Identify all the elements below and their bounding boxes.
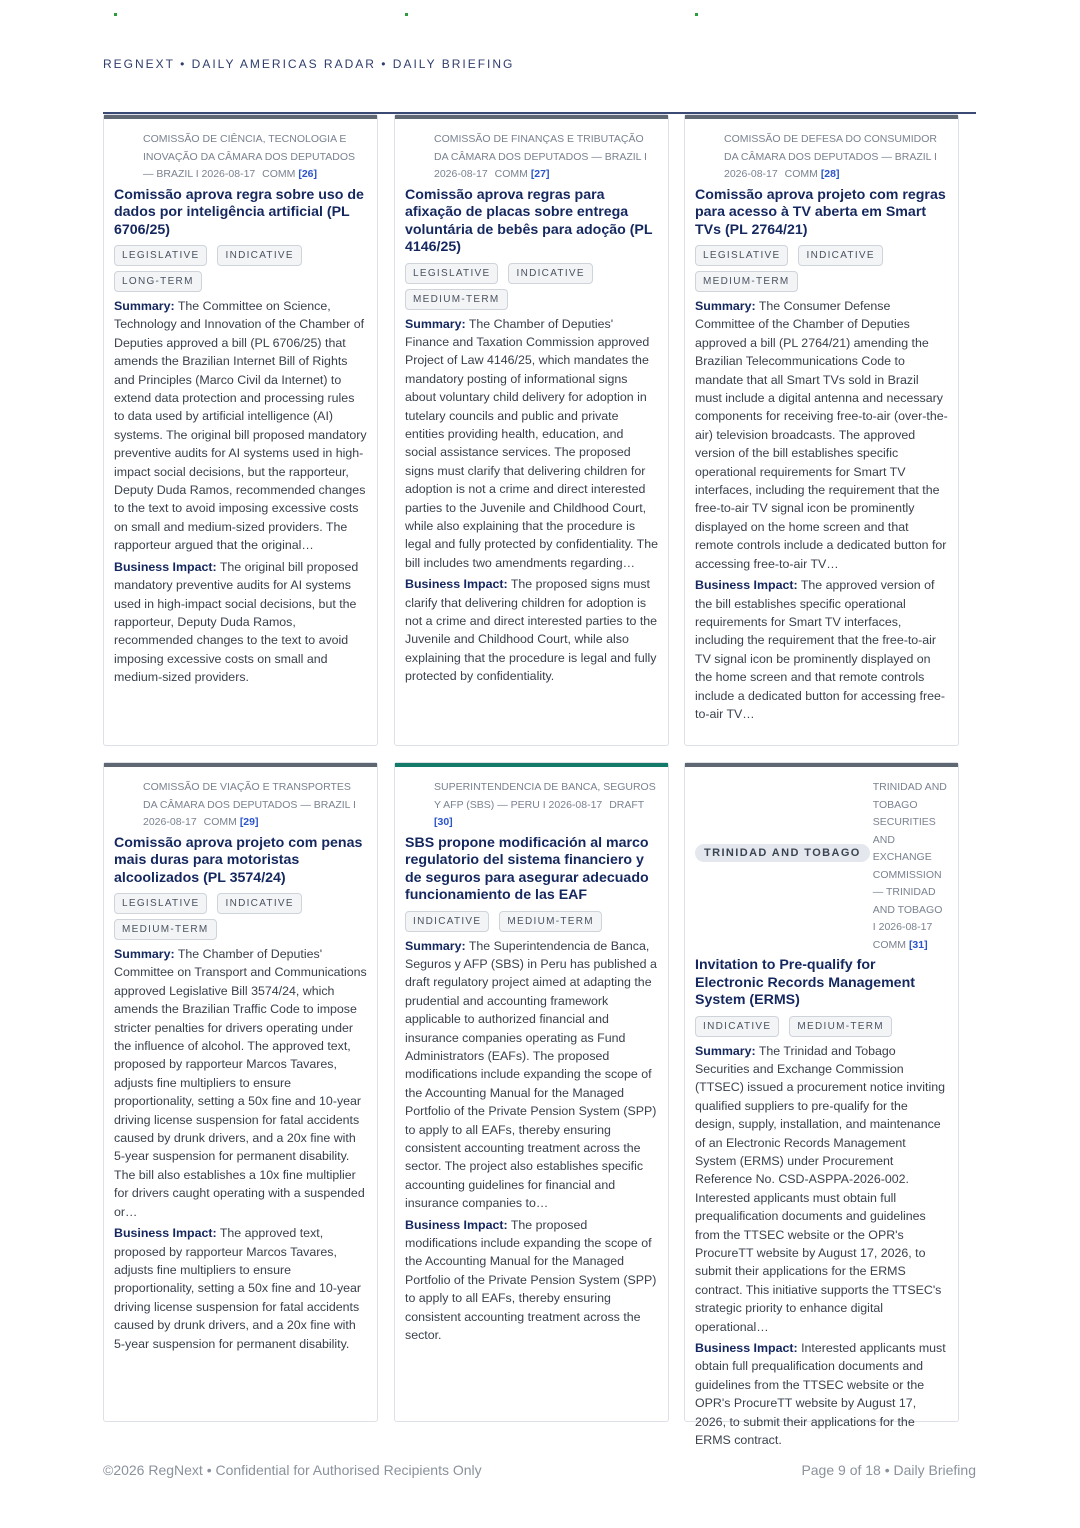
impact-label: Business Impact: [405, 577, 508, 592]
impact-text: The original bill proposed mandatory preventive audits for AI systems used in high-impact social decisions, but the rapporteur, Deputy Duda Ramos, recommended changes to the text to avoid imposing excessive costs on small and medium-sized providers. [114, 559, 359, 685]
briefing-card [394, 114, 669, 746]
impact-label: Business Impact: [114, 559, 217, 574]
impact-label: Business Impact: [405, 1217, 508, 1232]
tag-badge: LEGISLATIVE [114, 245, 207, 266]
card-title[interactable]: Comissão aprova projeto com penas mais duras para motoristas alcoolizados (PL 3574/24) [114, 834, 363, 886]
card-source: COMISSÃO DE DEFESA DO CONSUMIDOR DA CÂMARA DOS DEPUTADOS — BRAZIL I 2026-08-17 [724, 133, 937, 180]
briefing-card [684, 762, 959, 1448]
summary-label: Summary: [405, 316, 466, 331]
card-summary [405, 315, 658, 573]
card-summary [695, 297, 948, 573]
card-tags [405, 263, 645, 310]
card-tags [695, 1016, 935, 1037]
card-impact [405, 1216, 658, 1345]
tag-badge: LEGISLATIVE [114, 893, 207, 914]
card-reference-link[interactable]: [31] [908, 938, 928, 951]
card-summary [695, 1042, 948, 1337]
card-header [695, 779, 948, 954]
card-title[interactable]: Comissão aprova regra sobre uso de dados por inteligência artificial (PL 6706/25) [114, 186, 364, 238]
tag-badge: INDICATIVE [405, 911, 489, 932]
card-accent-bar [395, 763, 668, 767]
summary-text: The Trinidad and Tobago Securities and Exchange Commission (TTSEC) issued a procurement notice inviting qualified suppliers to pre-qualify for the design, supply, installation, and maintenance of an Electronic Records Management System (ERMS) under Procurement Reference No. CSD-ASPPA-2026-002. Interested applicants must obtain full prequalification documents and guidelines from the TTSEC website or the OPR's ProcureTT website by August 17, 2026, to submit their applications for the ERMS contract. This initiative supports the TTSEC's strategic priority to enhance digital operational… [695, 1043, 945, 1334]
card-source-meta [724, 131, 948, 184]
card-impact [695, 1339, 948, 1449]
tag-badge: INDICATIVE [217, 245, 301, 266]
card-source-meta [143, 779, 367, 832]
tag-badge: MEDIUM-TERM [695, 271, 798, 292]
card-title[interactable]: Invitation to Pre-qualify for Electronic Records Management System (ERMS) [695, 957, 915, 1008]
card-doc-type: COMM [494, 168, 528, 180]
registration-mark [405, 13, 408, 16]
card-accent-bar [104, 763, 377, 767]
summary-label: Summary: [695, 299, 756, 313]
card-accent-bar [685, 763, 958, 767]
card-title[interactable]: SBS propone modificación al marco regulatorio del sistema financiero y de seguros para asegurar adecuado funcionamiento de las EAF [405, 834, 649, 903]
card-source: SUPERINTENDENCIA DE BANCA, SEGUROS Y AFP (SBS) — PERU I 2026-08-17 [434, 781, 656, 811]
card-source: TRINIDAD AND TOBAGO SECURITIES AND EXCHANGE COMMISSION — TRINIDAD AND TOBAGO I 2026-08-17 [872, 781, 947, 933]
card-accent-bar [685, 115, 958, 119]
card-doc-type: COMM [262, 168, 296, 180]
card-title[interactable]: Comissão aprova projeto com regras para acesso à TV aberta em Smart TVs (PL 2764/21) [695, 186, 946, 238]
tag-badge: MEDIUM-TERM [114, 919, 217, 940]
card-impact [695, 576, 948, 723]
card-source-meta [143, 131, 367, 184]
tag-badge: MEDIUM-TERM [789, 1016, 892, 1037]
registration-mark [695, 13, 698, 16]
card-title[interactable]: Comissão aprova regras para afixação de placas sobre entrega voluntária de bebês para adoção (PL 4146/25) [405, 186, 653, 255]
summary-label: Summary: [114, 947, 175, 961]
tag-badge: INDICATIVE [217, 893, 301, 914]
card-impact [114, 558, 367, 687]
tag-badge: MEDIUM-TERM [405, 289, 508, 310]
card-accent-bar [395, 115, 668, 119]
briefing-card [684, 114, 959, 746]
tag-badge: INDICATIVE [695, 1016, 779, 1037]
card-source-meta [434, 131, 658, 184]
card-tags [114, 893, 354, 940]
impact-text: The approved text, proposed by rapporteur Marcos Tavares, adjusts fine multipliers to ensure proportionality, setting a 50x fine and 10-year driving license suspension for fatal accidents caused by drunk drivers, and a 20x fine with 5-year suspension for permanent disability. [114, 1226, 362, 1351]
card-doc-type: DRAFT [609, 798, 645, 811]
card-summary [114, 945, 367, 1221]
impact-label: Business Impact: [695, 578, 798, 593]
card-impact [405, 575, 658, 685]
summary-text: The Superintendencia de Banca, Seguros y AFP (SBS) in Peru has published a draft regulatory project aimed at adapting the prudential and accounting framework applicable to authorized financial and insurance companies operating as Fund Administrators (EAFs). The proposed modifications include expanding the scope of the Accounting Manual for the Managed Portfolio of the Private Pension System (SPP) to apply to all EAFs, thereby ensuring consistent accounting treatment across the sector. The project also establishes specific accounting guidelines for financial and insurance companies to… [405, 938, 657, 1211]
summary-text: The Chamber of Deputies' Finance and Taxation Commission approved Project of Law 4146/25, which mandates the mandatory posting of informational signs about voluntary child delivery for adoption in tutelary councils and public and private entities providing health, education, and social assistance services. The proposed signs must clarify that delivering children for adoption is not a crime and direct interested parties to the Juvenile and Childhood Court, while also explaining that the procedure is legal and fully protected by confidentiality. The bill includes two amendments regarding… [405, 316, 659, 570]
card-reference-link[interactable]: [29] [239, 816, 259, 828]
impact-text: The proposed modifications include expanding the scope of the Accounting Manual for the Managed Portfolio of the Private Pension System (SPP) to apply to all EAFs, thereby ensuring consistent accounting treatment across the sector. [405, 1217, 657, 1343]
card-tags [695, 245, 935, 292]
card-source: COMISSÃO DE VIAÇÃO E TRANSPORTES DA CÂMARA DOS DEPUTADOS — BRAZIL I 2026-08-17 [143, 781, 356, 828]
impact-text: Interested applicants must obtain full prequalification documents and guidelines from the TTSEC website or the OPR's ProcureTT website by August 17, 2026, to submit their applications for the ERMS contract. [695, 1341, 946, 1448]
summary-text: The Consumer Defense Committee of the Chamber of Deputies approved a bill (PL 2764/21) amending the Brazilian Telecommunications Code to mandate that all Smart TVs sold in Brazil must include a digital antenna and necessary components for receiving free-to-air (over-the-air) television broadcasts. The approved version of the bill establishes specific operational requirements for Smart TV interfaces, including the requirement that the free-to-air TV signal icon be prominently displayed on the home screen and that remote controls include a dedicated button for accessing free-to-air TV… [695, 299, 948, 571]
summary-label: Summary: [405, 938, 466, 953]
card-source-meta [434, 779, 658, 832]
card-summary [114, 297, 367, 555]
tag-badge: INDICATIVE [798, 245, 882, 266]
registration-mark [114, 13, 117, 16]
tag-badge: LONG-TERM [114, 271, 202, 292]
summary-label: Summary: [114, 299, 175, 313]
briefing-card [394, 762, 669, 1422]
impact-text: The approved version of the bill establishes specific operational requirements for Smart TV interfaces, including the requirement that the free-to-air TV signal icon be prominently displayed on the home screen and that remote controls include a dedicated button for accessing free-to-air TV… [695, 578, 946, 721]
briefing-card [103, 762, 378, 1422]
card-doc-type: COMM [203, 816, 237, 828]
country-badge: TRINIDAD AND TOBAGO [695, 844, 870, 862]
impact-label: Business Impact: [695, 1341, 798, 1355]
card-reference-link[interactable]: [26] [298, 168, 318, 180]
impact-label: Business Impact: [114, 1226, 217, 1241]
card-reference-link[interactable]: [27] [530, 168, 550, 180]
card-summary [405, 937, 658, 1213]
card-source-meta [873, 779, 948, 954]
card-doc-type: COMM [872, 938, 907, 951]
card-reference-link[interactable]: [28] [820, 168, 840, 180]
card-source: COMISSÃO DE FINANÇAS E TRIBUTAÇÃO DA CÂMARA DOS DEPUTADOS — BRAZIL I 2026-08-17 [434, 133, 647, 180]
card-doc-type: COMM [784, 168, 818, 180]
impact-text: The proposed signs must clarify that delivering children for adoption is not a crime and direct interested parties to the Juvenile and Childhood Court, while also explaining that the procedure is legal and fully protected by confidentiality. [405, 577, 658, 684]
summary-text: The Committee on Science, Technology and Innovation of the Chamber of Deputies approved a bill (PL 6706/25) that amends the Brazilian Internet Bill of Rights and Principles (Marco Civil da Internet) to extend data protection and processing rules to data used by artificial intelligence (AI) systems. The original bill proposed mandatory preventive audits for AI systems used in high-impact social decisions, but the rapporteur, Deputy Duda Ramos, recommended changes to the text to avoid imposing excessive costs on small and medium-sized providers. The rapporteur argued that the original… [114, 299, 367, 553]
summary-text: The Chamber of Deputies' Committee on Transport and Communications approved Legislative Bill 3574/24, which amends the Brazilian Traffic Code to impose stricter penalties for drivers operating under the influence of alcohol. The approved text, proposed by rapporteur Marcos Tavares, adjusts fine multipliers to ensure proportionality, setting a 50x fine and 10-year driving license suspension for fatal accidents caused by drunk drivers, and a 20x fine with 5-year suspension for permanent disability. The bill also establishes a 10x fine multiplier for drivers caught operating with a suspended or… [114, 947, 367, 1219]
card-reference-link[interactable]: [30] [434, 816, 453, 828]
card-accent-bar [104, 115, 377, 119]
tag-badge: LEGISLATIVE [695, 245, 788, 266]
tag-badge: MEDIUM-TERM [499, 911, 602, 932]
summary-label: Summary: [695, 1043, 756, 1058]
footer-copyright: ©2026 RegNext • Confidential for Authorised Recipients Only [103, 1462, 482, 1478]
running-head: REGNEXT • DAILY AMERICAS RADAR • DAILY BRIEFING [103, 57, 515, 71]
briefing-card [103, 114, 378, 746]
card-impact [114, 1224, 367, 1353]
footer-page-number: Page 9 of 18 • Daily Briefing [801, 1462, 976, 1478]
card-tags [405, 911, 645, 932]
tag-badge: INDICATIVE [508, 263, 592, 284]
card-source: COMISSÃO DE CIÊNCIA, TECNOLOGIA E INOVAÇÃO DA CÂMARA DOS DEPUTADOS — BRAZIL I 2026-08-17 [143, 133, 355, 180]
tag-badge: LEGISLATIVE [405, 263, 498, 284]
card-tags [114, 245, 354, 292]
